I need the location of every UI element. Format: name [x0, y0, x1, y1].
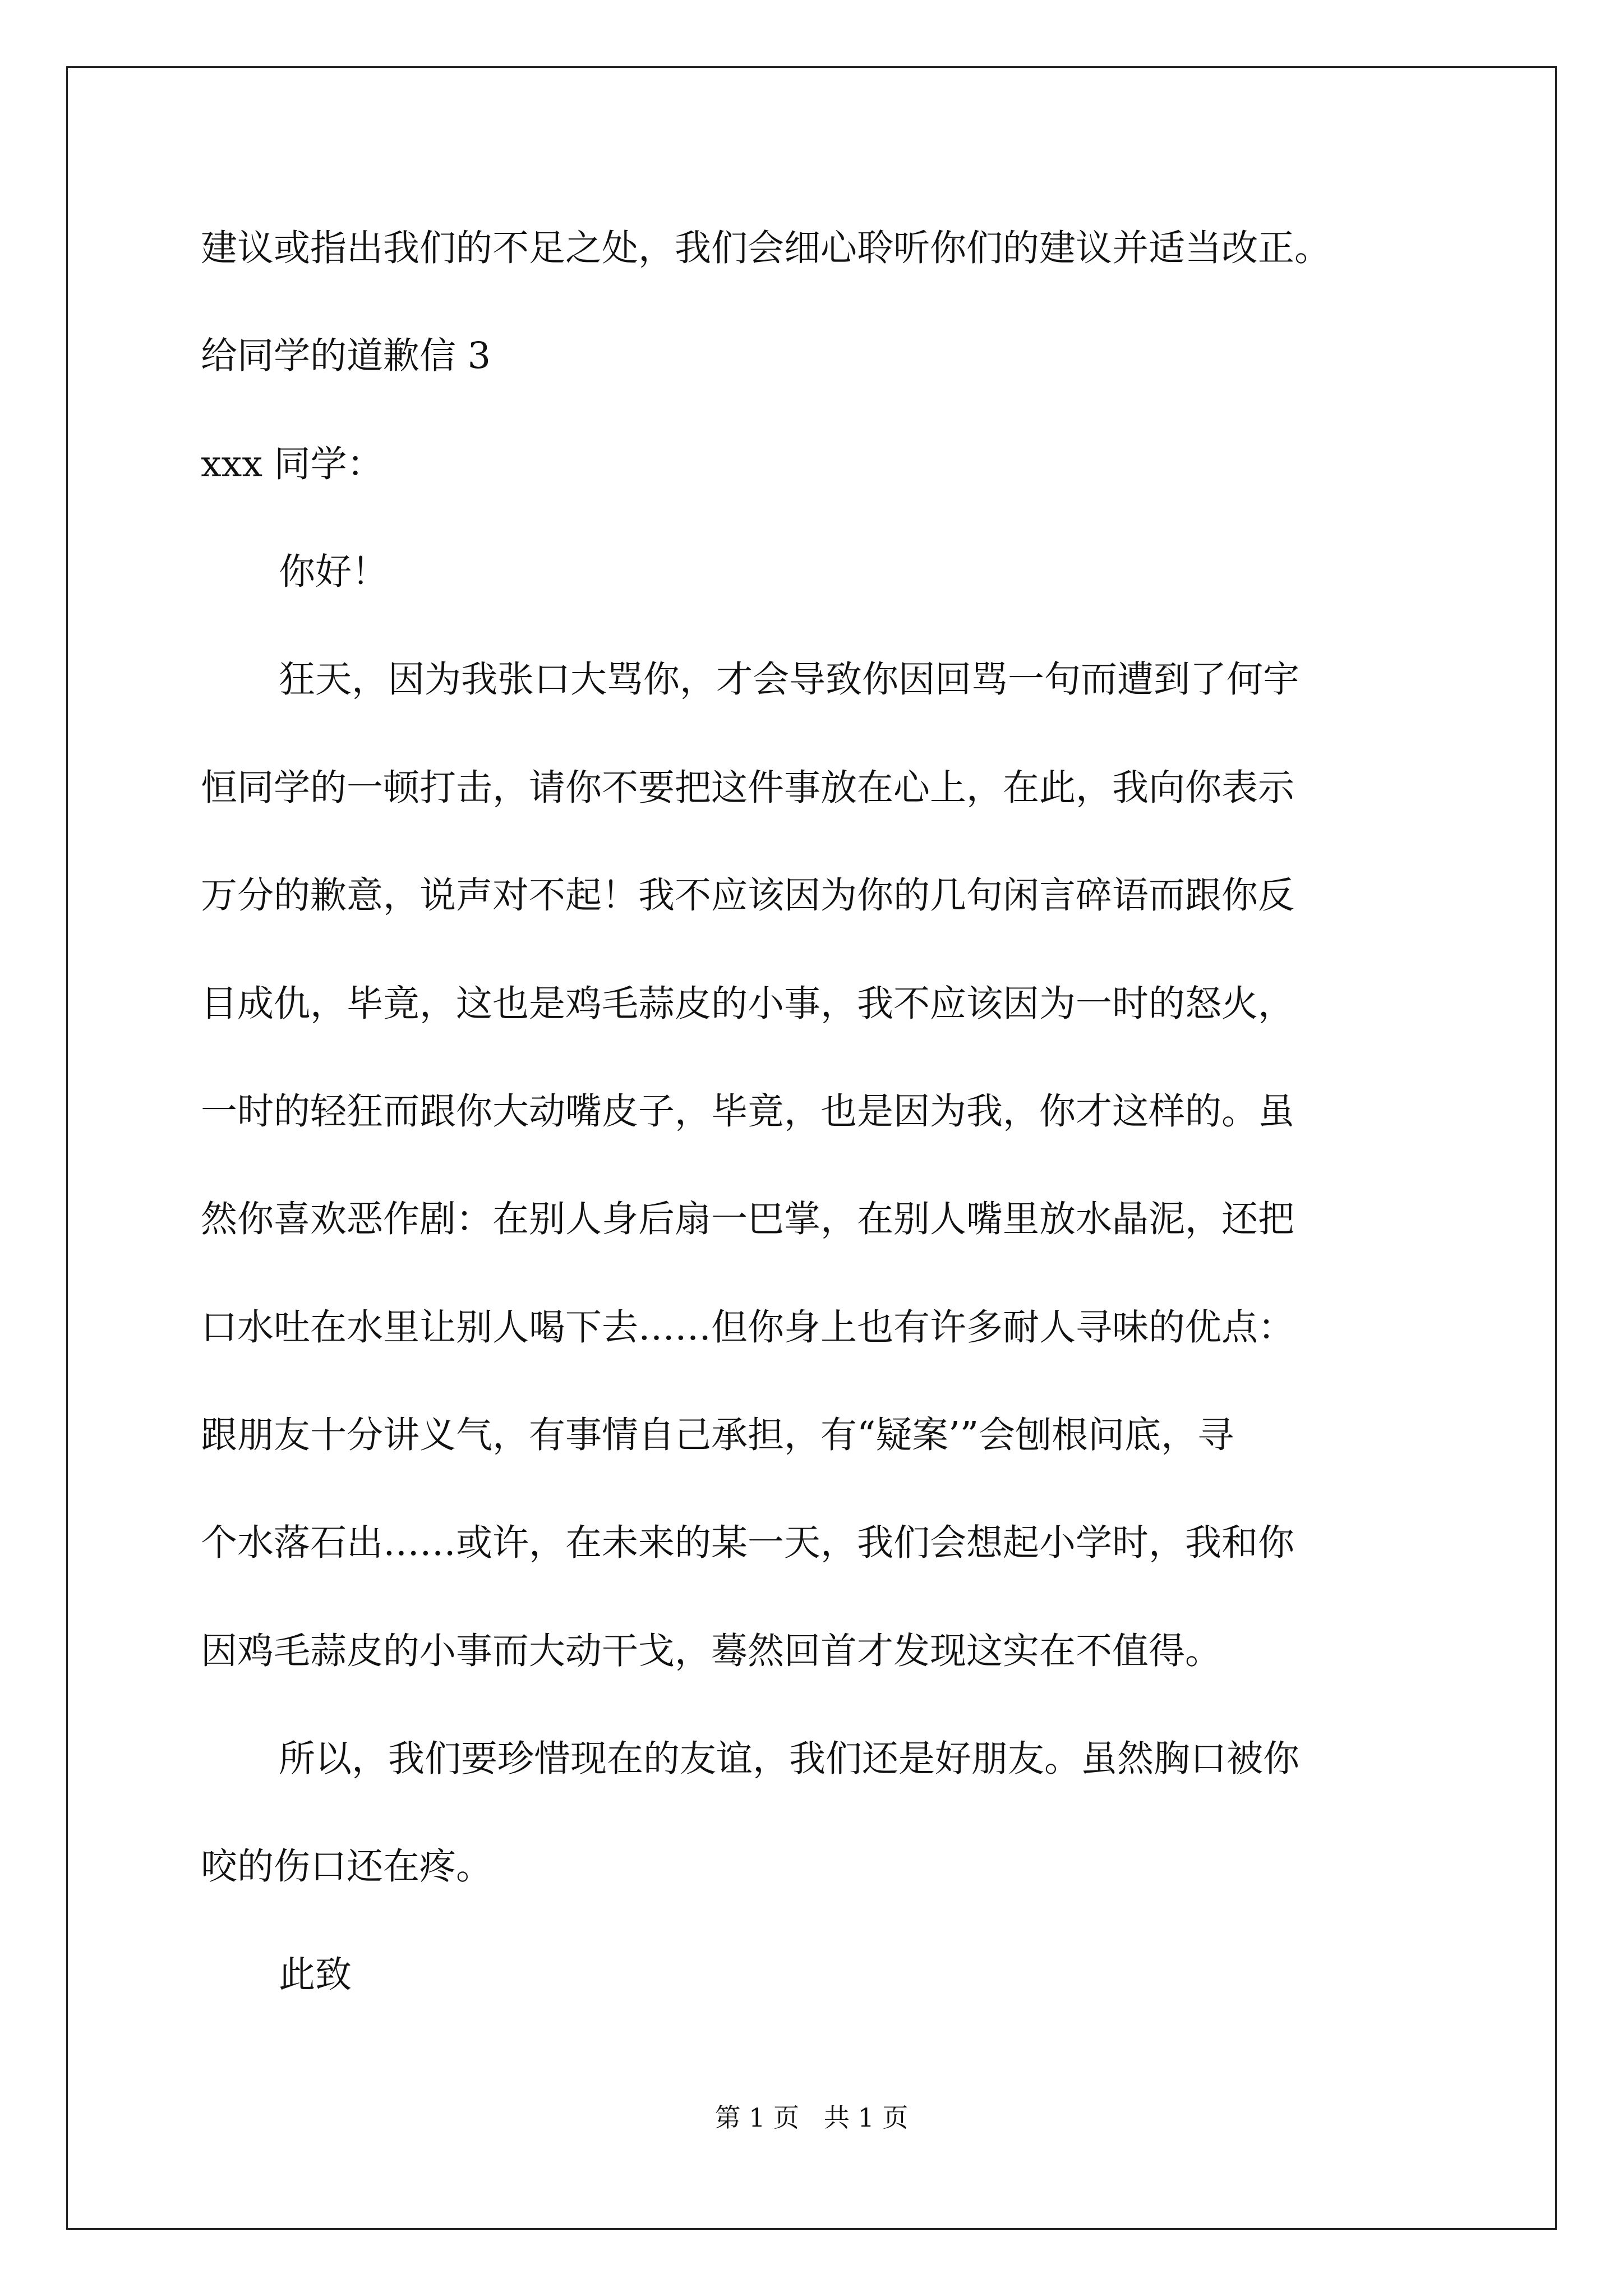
text-line: 狂天，因为我张口大骂你，才会导致你因回骂一句而遭到了何宇: [279, 659, 1300, 701]
text-line: 个水落石出……或许，在未来的某一天，我们会想起小学时，我和你: [201, 1522, 1295, 1564]
text-line: 跟朋友十分讲义气，有事情自己承担，有“疑案’”会刨根问底，寻: [201, 1414, 1234, 1456]
text-line: 咬的伤口还在疼。: [201, 1846, 493, 1888]
text-line: 一时的轻狂而跟你大动嘴皮子，毕竟，也是因为我，你才这样的。虽: [201, 1091, 1295, 1133]
text-line: 建议或指出我们的不足之处，我们会细心聆听你们的建议并适当改正。: [201, 227, 1331, 269]
salutation: xxx 同学：: [201, 443, 384, 485]
text-line: 口水吐在水里让别人喝下去……但你身上也有许多耐人寻味的优点：: [201, 1306, 1295, 1349]
text-line: 然你喜欢恶作剧：在别人身后扇一巴掌，在别人嘴里放水晶泥，还把: [201, 1198, 1295, 1240]
text-line: 恒同学的一顿打击，请你不要把这件事放在心上，在此，我向你表示: [201, 767, 1295, 809]
text-line: 因鸡毛蒜皮的小事而大动干戈，蓦然回首才发现这实在不值得。: [201, 1630, 1222, 1672]
greeting: 你好！: [279, 551, 389, 593]
letter-heading: 给同学的道歉信 3: [201, 335, 491, 377]
closing: 此致: [279, 1954, 352, 1996]
text-line: 万分的歉意，说声对不起！我不应该因为你的几句闲言碎语而跟你反: [201, 875, 1295, 917]
page-border: [66, 66, 1557, 2230]
text-line: 目成仇，毕竟，这也是鸡毛蒜皮的小事，我不应该因为一时的怒火，: [201, 983, 1295, 1025]
page-number: 第 1 页 共 1 页: [714, 2102, 909, 2133]
text-line: 所以，我们要珍惜现在的友谊，我们还是好朋友。虽然胸口被你: [279, 1738, 1300, 1780]
